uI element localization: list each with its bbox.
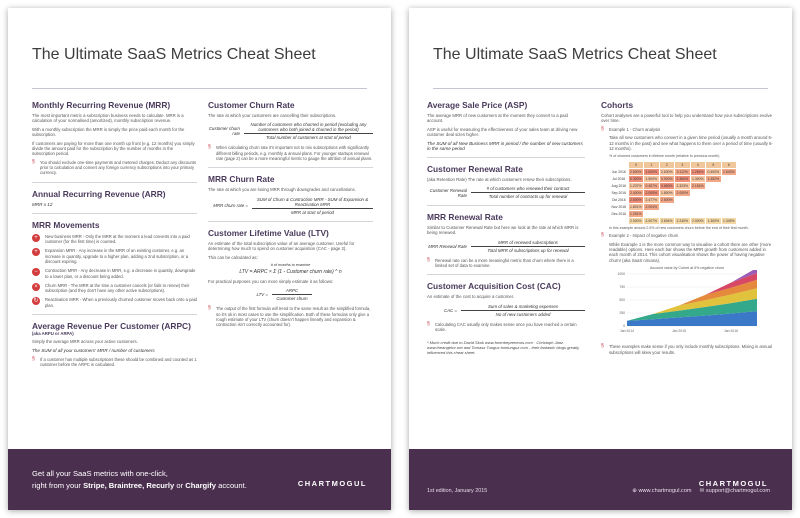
- cohort-table-cell: [690, 204, 706, 211]
- title-divider: [32, 88, 367, 89]
- cohort-table-cell: 1.300%: [707, 219, 720, 224]
- mrr-renewal-note: § Renewal rate can be a more meaningful metric than churn where there is a limited set of data to examine.: [427, 256, 574, 269]
- cohort-table-cell: 3.112%: [675, 169, 691, 176]
- tip-icon: §: [601, 232, 604, 239]
- movement-icon: −: [32, 268, 40, 276]
- mrr-churn-heading: MRR Churn Rate: [208, 174, 275, 185]
- tip-icon: §: [601, 343, 604, 350]
- arpc-heading: Average Revenue Per Customer (ARPC): [32, 321, 191, 331]
- cohort-table-cell: [690, 197, 706, 204]
- ltv-text: This can be calculated as:: [208, 254, 258, 260]
- cac-heading: Customer Acquisition Cost (CAC): [427, 281, 561, 292]
- cohort-table-cell: 2.300%: [676, 177, 689, 182]
- cohort-table-cell: [690, 190, 706, 197]
- section-divider: [208, 221, 373, 222]
- cohort-table-row: [610, 218, 737, 225]
- mrr-movement-item: + New business MRR - Only the MRR at the moment a lead converts into a paid customer (for the first time) is counted.: [32, 234, 197, 245]
- movement-icon: ×: [32, 283, 40, 291]
- tip-icon: §: [427, 320, 430, 327]
- mrr-heading: Monthly Recurring Revenue (MRR): [32, 100, 171, 110]
- cohort-table-cell: [721, 211, 737, 218]
- arpc-subheading: (aka ARPU or ARPA): [32, 331, 74, 336]
- churn-heading: Customer Churn Rate: [208, 100, 295, 110]
- cohort-table: [609, 161, 737, 225]
- section-divider: [32, 314, 197, 315]
- cohort-table-cell: 1.452%: [707, 177, 720, 182]
- mrr-movements-list: [32, 234, 197, 308]
- cohort-table-cell: 2.154%: [692, 184, 704, 189]
- cohort-table-cell: 0.300%: [630, 177, 642, 182]
- cohort-table-row: [610, 176, 737, 183]
- cohorts-heading: Cohorts: [601, 100, 634, 110]
- cohort-table-cell: Oct 2016: [610, 197, 629, 204]
- brand-logo: CHARTMOGUL: [698, 479, 768, 488]
- y-tick-label: 250: [619, 311, 625, 316]
- cohort-table-cell: [706, 197, 722, 204]
- movement-icon: ↻: [33, 298, 39, 305]
- cohorts-note: § These examples make sense if you only include monthly subscriptions. Mixing in annual subscriptions will skew your results.: [601, 343, 772, 355]
- cohort-table-caption: In this example around 2.5% of new customers churn before the end of their first month.: [609, 226, 749, 231]
- sources-footnote: * Much credit due to David Skok www.forentrepreneurs.com · Christoph Janz www.theangelvc.net and Tomasz Tunguz tomtunguz.com - their fantastic blogs greatly influenced this cheat sheet.: [427, 340, 580, 356]
- cohort-table-cell: [706, 204, 722, 211]
- x-tick-label: Jan 2014: [620, 329, 634, 334]
- cohort-chart: [611, 270, 761, 336]
- cohort-table-cell: [721, 197, 737, 204]
- ltv-formula-limit: # of months to examine: [270, 262, 311, 267]
- cohort-table-cell: [675, 197, 691, 204]
- cohort-table-cell: [706, 183, 722, 190]
- cohort-example-2-text: While Example 1 is the more common way to visualise a cohort there are other (more readable) options. Here each bar shows the MRR growth from customers added in each month of 2014. This cohort visualisation shows the power of having negative churn! (aka SaaS nirvana).: [609, 241, 772, 263]
- churn-formula: Customer churn rate Number of customers who churned in period (excluding any customers who both joined & churned in the period) Total number of customers at start of period: [208, 122, 373, 140]
- section-divider: [208, 167, 373, 168]
- cohorts-text: Cohort analyses are a powerful tool to help you understand how your subscriptions evolve over time.: [601, 113, 773, 124]
- cohort-table-header: 4: [690, 162, 706, 169]
- y-tick-label: 500: [619, 298, 625, 303]
- section-divider: [427, 205, 585, 206]
- y-tick-label: 0: [623, 324, 625, 329]
- cohort-table-cell: 2.630%: [661, 170, 673, 175]
- cohort-table-cell: 2.500%: [630, 170, 642, 175]
- footer-line-1: Get all your SaaS metrics with one-click,: [32, 469, 168, 478]
- cohort-table-cell: 0.400%: [707, 170, 720, 175]
- cohort-table-cell: 1.251%: [630, 212, 642, 217]
- cohort-table-cell: 2.000%: [630, 219, 642, 224]
- mrr-text: If customers are paying for more than one month up front (e.g. 12 months) you simply divide the amount paid for the subscription by the number of months in the subscription period.: [32, 140, 195, 157]
- cohort-table-cell: [690, 211, 706, 218]
- cohort-table-cell: 1.300%: [692, 177, 704, 182]
- tip-icon: §: [601, 125, 604, 132]
- section-divider: [427, 157, 585, 158]
- arpc-formula: The SUM of all your customers' MRR / number of customers: [32, 347, 155, 353]
- cohort-table-cell: [675, 211, 691, 218]
- cohort-table-cell: 0.650%: [661, 184, 673, 189]
- email-link[interactable]: ✉ support@chartmogul.com: [699, 488, 770, 494]
- movement-icon: +: [32, 248, 40, 256]
- tip-icon: §: [208, 305, 211, 312]
- cohort-table-row: [610, 169, 737, 176]
- arpc-note: § If a customer has multiple subscriptions these should be combined and counted as 1 customer before the ARPC is calculated.: [32, 355, 197, 368]
- arr-heading: Annual Recurring Revenue (ARR): [32, 188, 166, 199]
- movement-icon: +: [32, 234, 40, 242]
- cohort-table-cell: 0.457%: [645, 184, 658, 189]
- cac-note: § Calculating CAC usually only makes sense once you have reached a certain scale.: [427, 320, 577, 333]
- cohort-table-cell: 1.345%: [723, 219, 735, 224]
- cohort-table-cell: [721, 183, 737, 190]
- cohort-table-row: [610, 211, 737, 218]
- cohort-table-cell: [659, 211, 675, 218]
- cohort-table-cell: 2.400%: [630, 191, 642, 196]
- cohort-table-cell: 2.007%: [645, 219, 658, 224]
- mrr-churn-text: The rate at which you are losing MRR through downgrades and cancellations.: [208, 187, 356, 193]
- page-title: The Ultimate SaaS Metrics Cheat Sheet: [32, 46, 316, 63]
- cac-formula: CAC = $\frac{\text{Sum of sales \& marketing expenses}}{\text{No of new customers added}}$: [427, 304, 585, 317]
- cohort-table-header: 5: [706, 162, 722, 169]
- cohort-table-cell: Nov 2016: [610, 204, 629, 211]
- mrr-text: The most important metric a subscription business needs to calculate. MRR is a calculation of your normalised (amortized), monthly subscription revenue.: [32, 113, 184, 124]
- mrr-movement-item: + Expansion MRR - Any increase in the MRR of an existing customer, e.g. an increase in quantity, upgrade to a higher plan, adding a 2nd subscription, or a discount expiring.: [32, 248, 197, 264]
- cohort-table-cell: Jul 2016: [610, 176, 629, 183]
- cohort-table-cell: 1.500%: [645, 177, 658, 182]
- cohort-table-cell: [675, 204, 691, 211]
- mrr-text: With a monthly subscription the MRR is simply the price paid each month for the subscription.: [32, 126, 185, 138]
- cohort-table-row: [610, 190, 737, 197]
- cheat-sheet-page-1: [8, 8, 391, 510]
- mrr-movement-item: × Churn MRR - The MRR at the time a customer cancels (or fails to renew) their subscription (and they don't have any other active subscriptions).: [32, 283, 197, 294]
- cohort-table-row: [610, 197, 737, 204]
- cohort-table-cell: 1.237%: [630, 184, 642, 189]
- mrr-movements-heading: MRR Movements: [32, 219, 100, 230]
- renewal-heading: Customer Renewal Rate: [427, 163, 523, 174]
- ltv-heading: Customer Lifetime Value (LTV): [208, 227, 329, 238]
- cohort-table-cell: 0.900%: [661, 177, 673, 182]
- cohort-table-header: [610, 162, 629, 169]
- cohort-table-cell: 2.600%: [645, 170, 658, 175]
- tip-icon: §: [32, 158, 35, 165]
- cohort-table-cell: 1.800%: [661, 191, 673, 196]
- cohort-table-cell: 1.543%: [723, 170, 735, 175]
- ltv-formula: LTV = ARPC × Σ (1 - Customer churn rate) ^ n: [239, 268, 342, 275]
- churn-text: The rate at which your customers are cancelling their subscriptions.: [208, 113, 337, 118]
- mrr-renewal-heading: MRR Renewal Rate: [427, 212, 503, 223]
- cohort-table-row: [610, 204, 737, 211]
- mrr-churn-formula: MRR churn rate = SUM of Churn & Contraction MRR - SUM of Expansion & Reactivation MRR MRR at start of period: [208, 197, 373, 215]
- website-link[interactable]: ⊕ www.chartmogul.com: [632, 488, 692, 494]
- cohort-table-cell: 2.000%: [645, 191, 658, 196]
- cohort-table-cell: Sep 2016: [611, 191, 627, 196]
- footer: [409, 449, 792, 510]
- cohort-table-cell: 2.500%: [661, 198, 673, 203]
- right-column: [601, 100, 773, 358]
- footer-line-2: right from your Stripe, Braintree, Recurly or Chargify account.: [32, 481, 247, 490]
- cheat-sheet-page-2: [409, 8, 792, 510]
- section-divider: [427, 274, 585, 275]
- cohort-example-1-text: Take all new customers who convert in a given time period (usually a month around 6-12 months in the past) and see what happens to them over a period of time (usually 6-12 months).: [609, 135, 773, 151]
- asp-formula: The SUM of all New Business MRR in period / the number of new customers in the same period: [427, 140, 583, 151]
- tip-icon: §: [427, 256, 430, 263]
- cohort-table-cell: 2.000%: [692, 219, 704, 224]
- ltv-note: § The output of the first formula will trend to the same result as the simplified formula, so it's ok in most cases to use the simplification. Both of these formulas only give a rough estimate of your LTV (churn doesn't happen linearly and expansion & contraction isn't correctly accounted for).: [208, 305, 371, 328]
- contact-info: [632, 488, 770, 494]
- cohort-table-cell: Aug 2016: [611, 184, 627, 189]
- renewal-formula: Customer Renewal Rate $\frac{\text{\# of customers who renewed their contract}}{\text{Total number of contracts up for renewal}}$: [427, 186, 585, 199]
- mrr-movement-item: − Contraction MRR - Any decrease in MRR, e.g. a decrease in quantity, downgrade to a lower plan, or a discount being added.: [32, 268, 197, 279]
- cohort-example-2: § Example 2 - Impact of negative churn: [601, 232, 679, 239]
- cohort-table-header: 6: [721, 162, 737, 169]
- left-column: [32, 100, 197, 370]
- arpc-text: Simply the average MRR across your active customers.: [32, 339, 138, 345]
- asp-heading: Average Sale Price (ASP): [427, 100, 528, 110]
- cohort-table-header: 1: [644, 162, 660, 169]
- ltv-text: An estimate of the total subscription value of an average customer. Useful for determining how much to spend on customer acquisition (CAC - page 2).: [208, 240, 355, 252]
- arr-formula: MRR x 12: [32, 201, 53, 207]
- cac-text: An estimate of the cost to acquire a customer.: [427, 294, 515, 300]
- cohort-table-cell: [644, 211, 660, 218]
- cohort-table-cell: [706, 211, 722, 218]
- cohort-table-cell: Jun 2016: [610, 169, 629, 176]
- cohort-table-title: % of churned customers in lifetime month (relative to previous month): [609, 154, 720, 159]
- brand-logo: CHARTMOGUL: [297, 479, 367, 488]
- cohort-table-cell: [721, 204, 737, 211]
- title-divider: [433, 88, 768, 89]
- y-tick-label: 750: [619, 285, 625, 290]
- cohort-table-header: 2: [659, 162, 675, 169]
- y-tick-label: 1000: [617, 272, 625, 277]
- cohort-table-cell: [706, 190, 722, 197]
- cohort-table-row: [610, 183, 737, 190]
- cohort-table-cell: 1.254%: [692, 170, 704, 175]
- tip-icon: §: [208, 144, 211, 151]
- mrr-movement-item: ↻ Reactivation MRR - When a previously churned customer moves back onto a paid plan.: [33, 297, 197, 308]
- mrr-renewal-formula: MRR Renewal Rate $\frac{\text{MRR of renewed subscriptions}}{\text{Total MRR of subscriptions up for renewal}}$: [427, 240, 585, 253]
- asp-text: ASP is useful for measuring the effectiveness of your sales team at driving new customer deal sizes higher.: [427, 126, 578, 138]
- cohort-table-cell: 2.604%: [661, 219, 673, 224]
- churn-note: § When calculating churn rate it's important not to mix subscriptions with significantly different billing periods, e.g. monthly & annual plans. For younger startups renewal rate (page 2) can be a more meaningful metric to gauge the attrition of annual plans.: [208, 144, 373, 161]
- cohort-table-header: 3: [675, 162, 691, 169]
- cohort-table-cell: 2.000%: [676, 191, 689, 196]
- cohort-table-cell: [721, 176, 737, 183]
- cohort-table-cell: 2.500%: [630, 198, 642, 203]
- mrr-renewal-text: Similar to Customer Renewal Rate but here we look at the rate at which MRR is being renewed.: [427, 225, 579, 236]
- mrr-note: § You should exclude one-time payments and metered charges. Deduct any discounts prior to calculation and convert any foreign currency subscriptions into your primary currency.: [32, 158, 197, 176]
- ltv-text: For practical purposes you can more simply estimate it as follows:: [208, 278, 334, 284]
- chart-title: Account value by Cohort at 5% negative churn: [650, 266, 724, 271]
- tip-icon: §: [32, 355, 35, 362]
- edition-label: 1st edition, January 2015: [427, 488, 488, 494]
- right-column: [208, 100, 373, 331]
- cohort-table-cell: [659, 204, 675, 211]
- footer: [8, 449, 391, 510]
- cohort-table-cell: 2.004%: [645, 205, 658, 210]
- section-divider: [32, 182, 197, 183]
- page-title: The Ultimate SaaS Metrics Cheat Sheet: [433, 46, 717, 63]
- renewal-text: (aka Retention Rate) The rate at which customers renew their subscriptions.: [427, 176, 572, 182]
- cohort-table-cell: Dec 2016: [610, 211, 629, 218]
- section-divider: [32, 213, 197, 214]
- cohort-table-cell: 2.323%: [676, 184, 689, 189]
- cohort-table-cell: [610, 218, 629, 225]
- x-tick-label: Jan 2016: [724, 329, 738, 334]
- cohort-table-cell: 2.240%: [676, 219, 689, 224]
- cohort-table-cell: 1.801%: [630, 205, 642, 210]
- cohort-table-cell: [721, 190, 737, 197]
- cohort-table-cell: 2.477%: [645, 198, 658, 203]
- asp-text: The average MRR of new customers at the moment they convert to a paid account.: [427, 113, 568, 124]
- ltv-simple-formula: LTV = $\frac{\text{ARPC}}{\text{Customer churn}}$: [208, 288, 373, 301]
- cohort-table-header: 0: [628, 162, 644, 169]
- cohort-example-1: § Example 1 - Churn analysis: [601, 125, 661, 132]
- x-tick-label: Jan 2015: [672, 329, 686, 334]
- left-column: [427, 100, 585, 355]
